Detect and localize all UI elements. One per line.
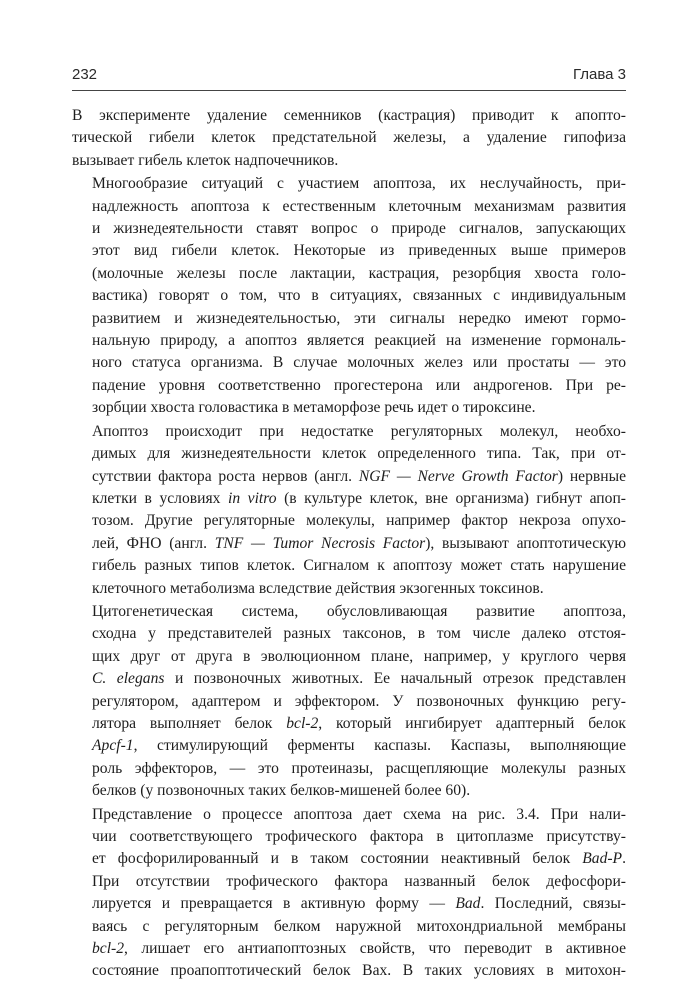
text-line: клеточного метаболизма вследствие действия экзогенных токсинов. (92, 579, 544, 597)
text-line: развитием и жизнедеятельностью, эти сигналы нередко имеют гормо- (92, 309, 626, 327)
text-line: зорбции хвоста головастика в метаморфозе речь идет о тироксине. (92, 399, 536, 417)
paragraph (72, 421, 626, 600)
book-page (72, 66, 626, 983)
text-line: сходна у представителей разных таксонов, в том числе далеко отстоя- (92, 625, 626, 643)
paragraph (72, 601, 626, 803)
text-line: Apcf-1, стимулирующий ферменты каспазы. Каспазы, выполняющие (92, 737, 626, 755)
text-line: лируется и превращается в активную форму — Bad. Последний, связы- (92, 895, 627, 913)
text-line: состояние проапоптотический белок Bax. В таких условиях в митохон- (92, 962, 626, 980)
text-line: роль эффекторов, — это протеиназы, расщепляющие молекулы разных (92, 759, 626, 777)
text-line: (молочные железы после лактации, кастрация, резорбция хвоста голо- (92, 264, 626, 282)
text-line: При отсутствии трофического фактора названный белок дефосфори- (92, 872, 626, 890)
text-line: В эксперименте удаление семенников (кастрация) приводит к апопто- (72, 107, 626, 124)
text-line: щих друг от друга в эволюционном плане, например, у круглого червя (92, 647, 626, 665)
text-line: тической гибели клеток предстательной железы, а удаление гипофиза (72, 129, 626, 147)
text-line: Многообразие ситуаций с участием апоптоза, их неслучайность, при- (92, 175, 626, 193)
text-line: падение уровня соответственно прогестерона или андрогенов. При ре- (92, 376, 626, 394)
text-line: чии соответствующего трофического фактора в цитоплазме присутству- (92, 828, 626, 845)
text-line: гибель разных типов клеток. Сигналом к апоптозу может стать нарушение (92, 557, 626, 575)
text-line: вастика) говорят о том, что в ситуациях, связанных с индивидуальным (92, 287, 626, 305)
paragraph (72, 173, 626, 419)
page-number: 232 (72, 66, 98, 83)
text-line: этот вид гибели клеток. Некоторые из приведенных выше примеров (92, 242, 626, 260)
text-line: димых для жизнедеятельности клеток определенного типа. Так, при от- (92, 445, 626, 463)
text-line: надлежность апоптоза к естественным клеточным механизмам развития (92, 197, 626, 215)
text-line: ного статуса организма. В случае молочных желез или простаты — это (92, 354, 626, 372)
running-header (72, 66, 626, 91)
text-line: Цитогенетическая система, обусловливающая развитие апоптоза, (92, 602, 626, 620)
text-line: ваясь с регуляторным белком наружной митохондриальной мембраны (92, 917, 626, 935)
paragraph (72, 105, 626, 172)
text-line: вызывает гибель клеток надпочечников. (72, 151, 339, 169)
chapter-title: Глава 3 (572, 66, 626, 83)
text-line: сутствии фактора роста нервов (англ. NGF — Nerve Growth Factor) нервные (92, 467, 626, 485)
text-line: bcl-2, лишает его антиапоптозных свойств, что переводит в активное (92, 940, 626, 958)
text-line: белков (у позвоночных таких белков-мишеней более 60). (92, 782, 471, 800)
text-line: тозом. Другие регуляторные молекулы, например фактор некроза опухо- (92, 512, 626, 530)
text-line: лей, ФНО (англ. TNF — Tumor Necrosis Factor), вызывают апоптотическую (92, 534, 627, 552)
text-line: C. elegans и позвоночных животных. Ее начальный отрезок представлен (92, 670, 626, 688)
text-line: и жизнедеятельности ставят вопрос о природе сигналов, запускающих (92, 220, 626, 238)
text-line: Представление о процессе апоптоза дает схема на рис. 3.4. При нали- (92, 805, 626, 823)
body-text (72, 105, 626, 983)
text-line: ет фосфорилированный и в таком состоянии неактивный белок Bad-P. (92, 850, 626, 868)
text-line: регулятором, адаптером и эффектором. У позвоночных функцию регу- (92, 692, 626, 710)
paragraph (72, 804, 626, 983)
text-line: клетки в условиях in vitro (в культуре клеток, вне организма) гибнут апоп- (92, 489, 626, 507)
text-line: нальную природу, а апоптоз является реакцией на изменение гормональ- (92, 332, 626, 350)
text-line: Апоптоз происходит при недостатке регуляторных молекул, необхо- (92, 422, 626, 440)
text-line: лятора выполняет белок bcl-2, который ингибирует адаптерный белок (92, 714, 626, 732)
